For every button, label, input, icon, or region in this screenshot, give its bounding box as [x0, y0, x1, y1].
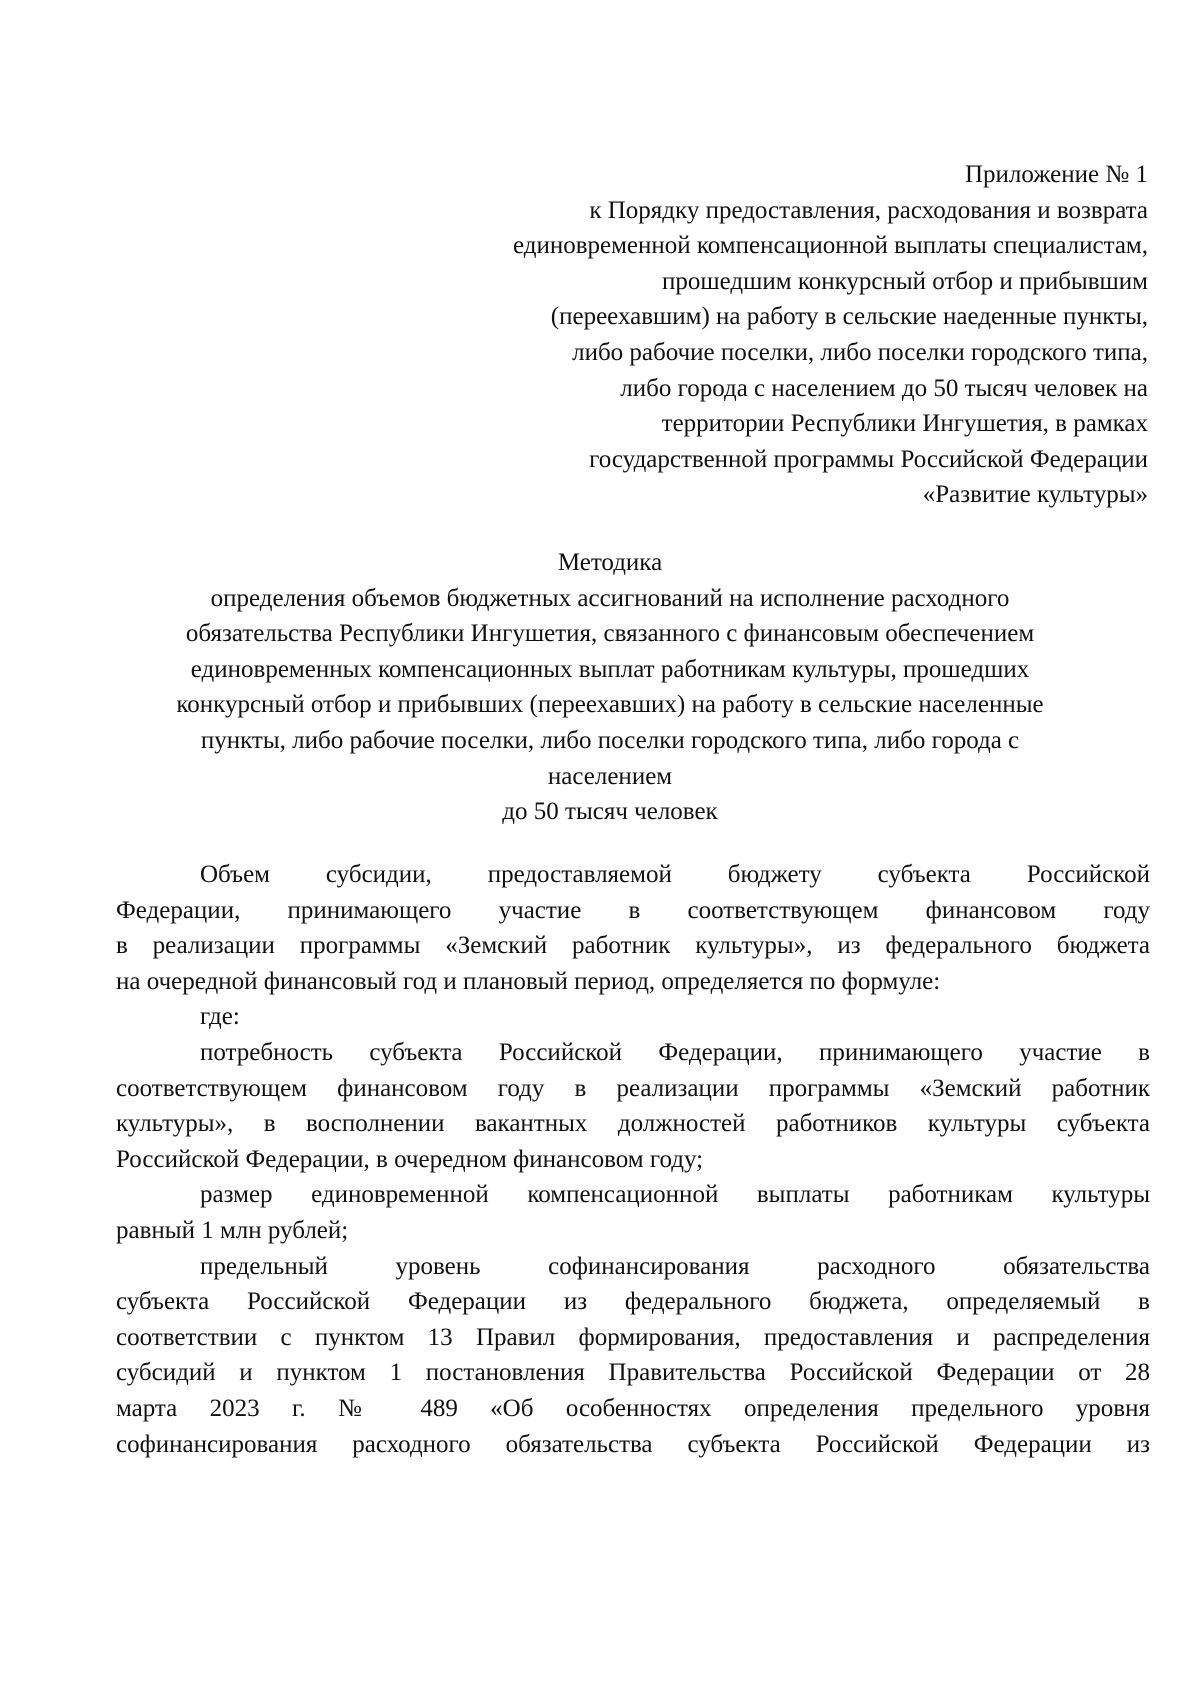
document-title: [110, 545, 1110, 830]
text-line: где:: [200, 1003, 240, 1031]
title-line: конкурсный отбор и прибывших (переехавших) на работу в сельские населенные: [176, 691, 1044, 719]
text-line: размер единовременной компенсационной выплаты работникам культуры: [200, 1181, 1150, 1209]
text-line: на очередной финансовый год и плановый период, определяется по формуле:: [116, 967, 941, 995]
appendix-line: государственной программы Российской Федерации: [589, 445, 1148, 473]
text-line: Российской Федерации, в очередном финансовом году;: [116, 1145, 704, 1173]
title-line: единовременных компенсационных выплат работникам культуры, прошедших: [190, 655, 1030, 683]
text-line: культуры», в восполнении вакантных должностей работников культуры субъекта: [116, 1110, 1150, 1138]
text-line: потребность субъекта Российской Федерации, принимающего участие в: [200, 1038, 1150, 1066]
appendix-line: территории Республики Ингушетия, в рамках: [661, 410, 1148, 438]
paragraph-need: [116, 1035, 1150, 1177]
appendix-line: либо города с населением до 50 тысяч человек на: [620, 374, 1148, 402]
title-line: пункты, либо рабочие поселки, либо поселки городского типа, либо города с: [200, 726, 1020, 754]
title-line: до 50 тысяч человек: [502, 798, 718, 826]
appendix-line: к Порядку предоставления, расходования и возврата: [589, 196, 1148, 224]
appendix-line: Приложение № 1: [964, 161, 1148, 188]
text-line: Объем субсидии, предоставляемой бюджету субъекта Российской: [200, 861, 1150, 888]
title-heading: Методика: [557, 549, 663, 576]
text-line: марта 2023 г. № 489 «Об особенностях определения предельного уровня: [116, 1394, 1150, 1422]
text-line: субсидий и пунктом 1 постановления Правительства Российской Федерации от 28: [116, 1359, 1150, 1387]
title-line: населением: [547, 762, 673, 790]
text-line: предельный уровень софинансирования расходного обязательства: [200, 1252, 1150, 1280]
paragraph-cofinancing: [116, 1249, 1150, 1463]
paragraph-payment-size: [116, 1177, 1150, 1248]
appendix-header: [388, 157, 1148, 513]
document-body: [116, 857, 1150, 1462]
appendix-line: (переехавшим) на работу в сельские наеденные пункты,: [550, 303, 1148, 331]
paragraph-formula-intro: [116, 857, 1150, 999]
text-line: Федерации, принимающего участие в соответствующем финансовом году: [116, 896, 1150, 924]
title-line: определения объемов бюджетных ассигнований на исполнение расходного: [210, 584, 1010, 612]
appendix-line: единовременной компенсационной выплаты специалистам,: [512, 232, 1148, 260]
text-line: равный 1 млн рублей;: [116, 1216, 349, 1244]
title-line: обязательства Республики Ингушетия, связанного с финансовым обеспечением: [185, 620, 1035, 648]
text-line: софинансирования расходного обязательства субъекта Российской Федерации из: [116, 1430, 1150, 1458]
paragraph-where: [116, 999, 1150, 1035]
text-line: в реализации программы «Земский работник культуры», из федерального бюджета: [116, 932, 1150, 960]
text-line: соответствии с пунктом 13 Правил формирования, предоставления и распределения: [116, 1323, 1150, 1351]
appendix-line: «Развитие культуры»: [922, 481, 1148, 509]
text-line: соответствующем финансовом году в реализации программы «Земский работник: [116, 1074, 1150, 1102]
appendix-line: либо рабочие поселки, либо поселки городского типа,: [572, 338, 1148, 366]
appendix-line: прошедшим конкурсный отбор и прибывшим: [662, 267, 1148, 295]
text-line: субъекта Российской Федерации из федерального бюджета, определяемый в: [116, 1288, 1150, 1316]
